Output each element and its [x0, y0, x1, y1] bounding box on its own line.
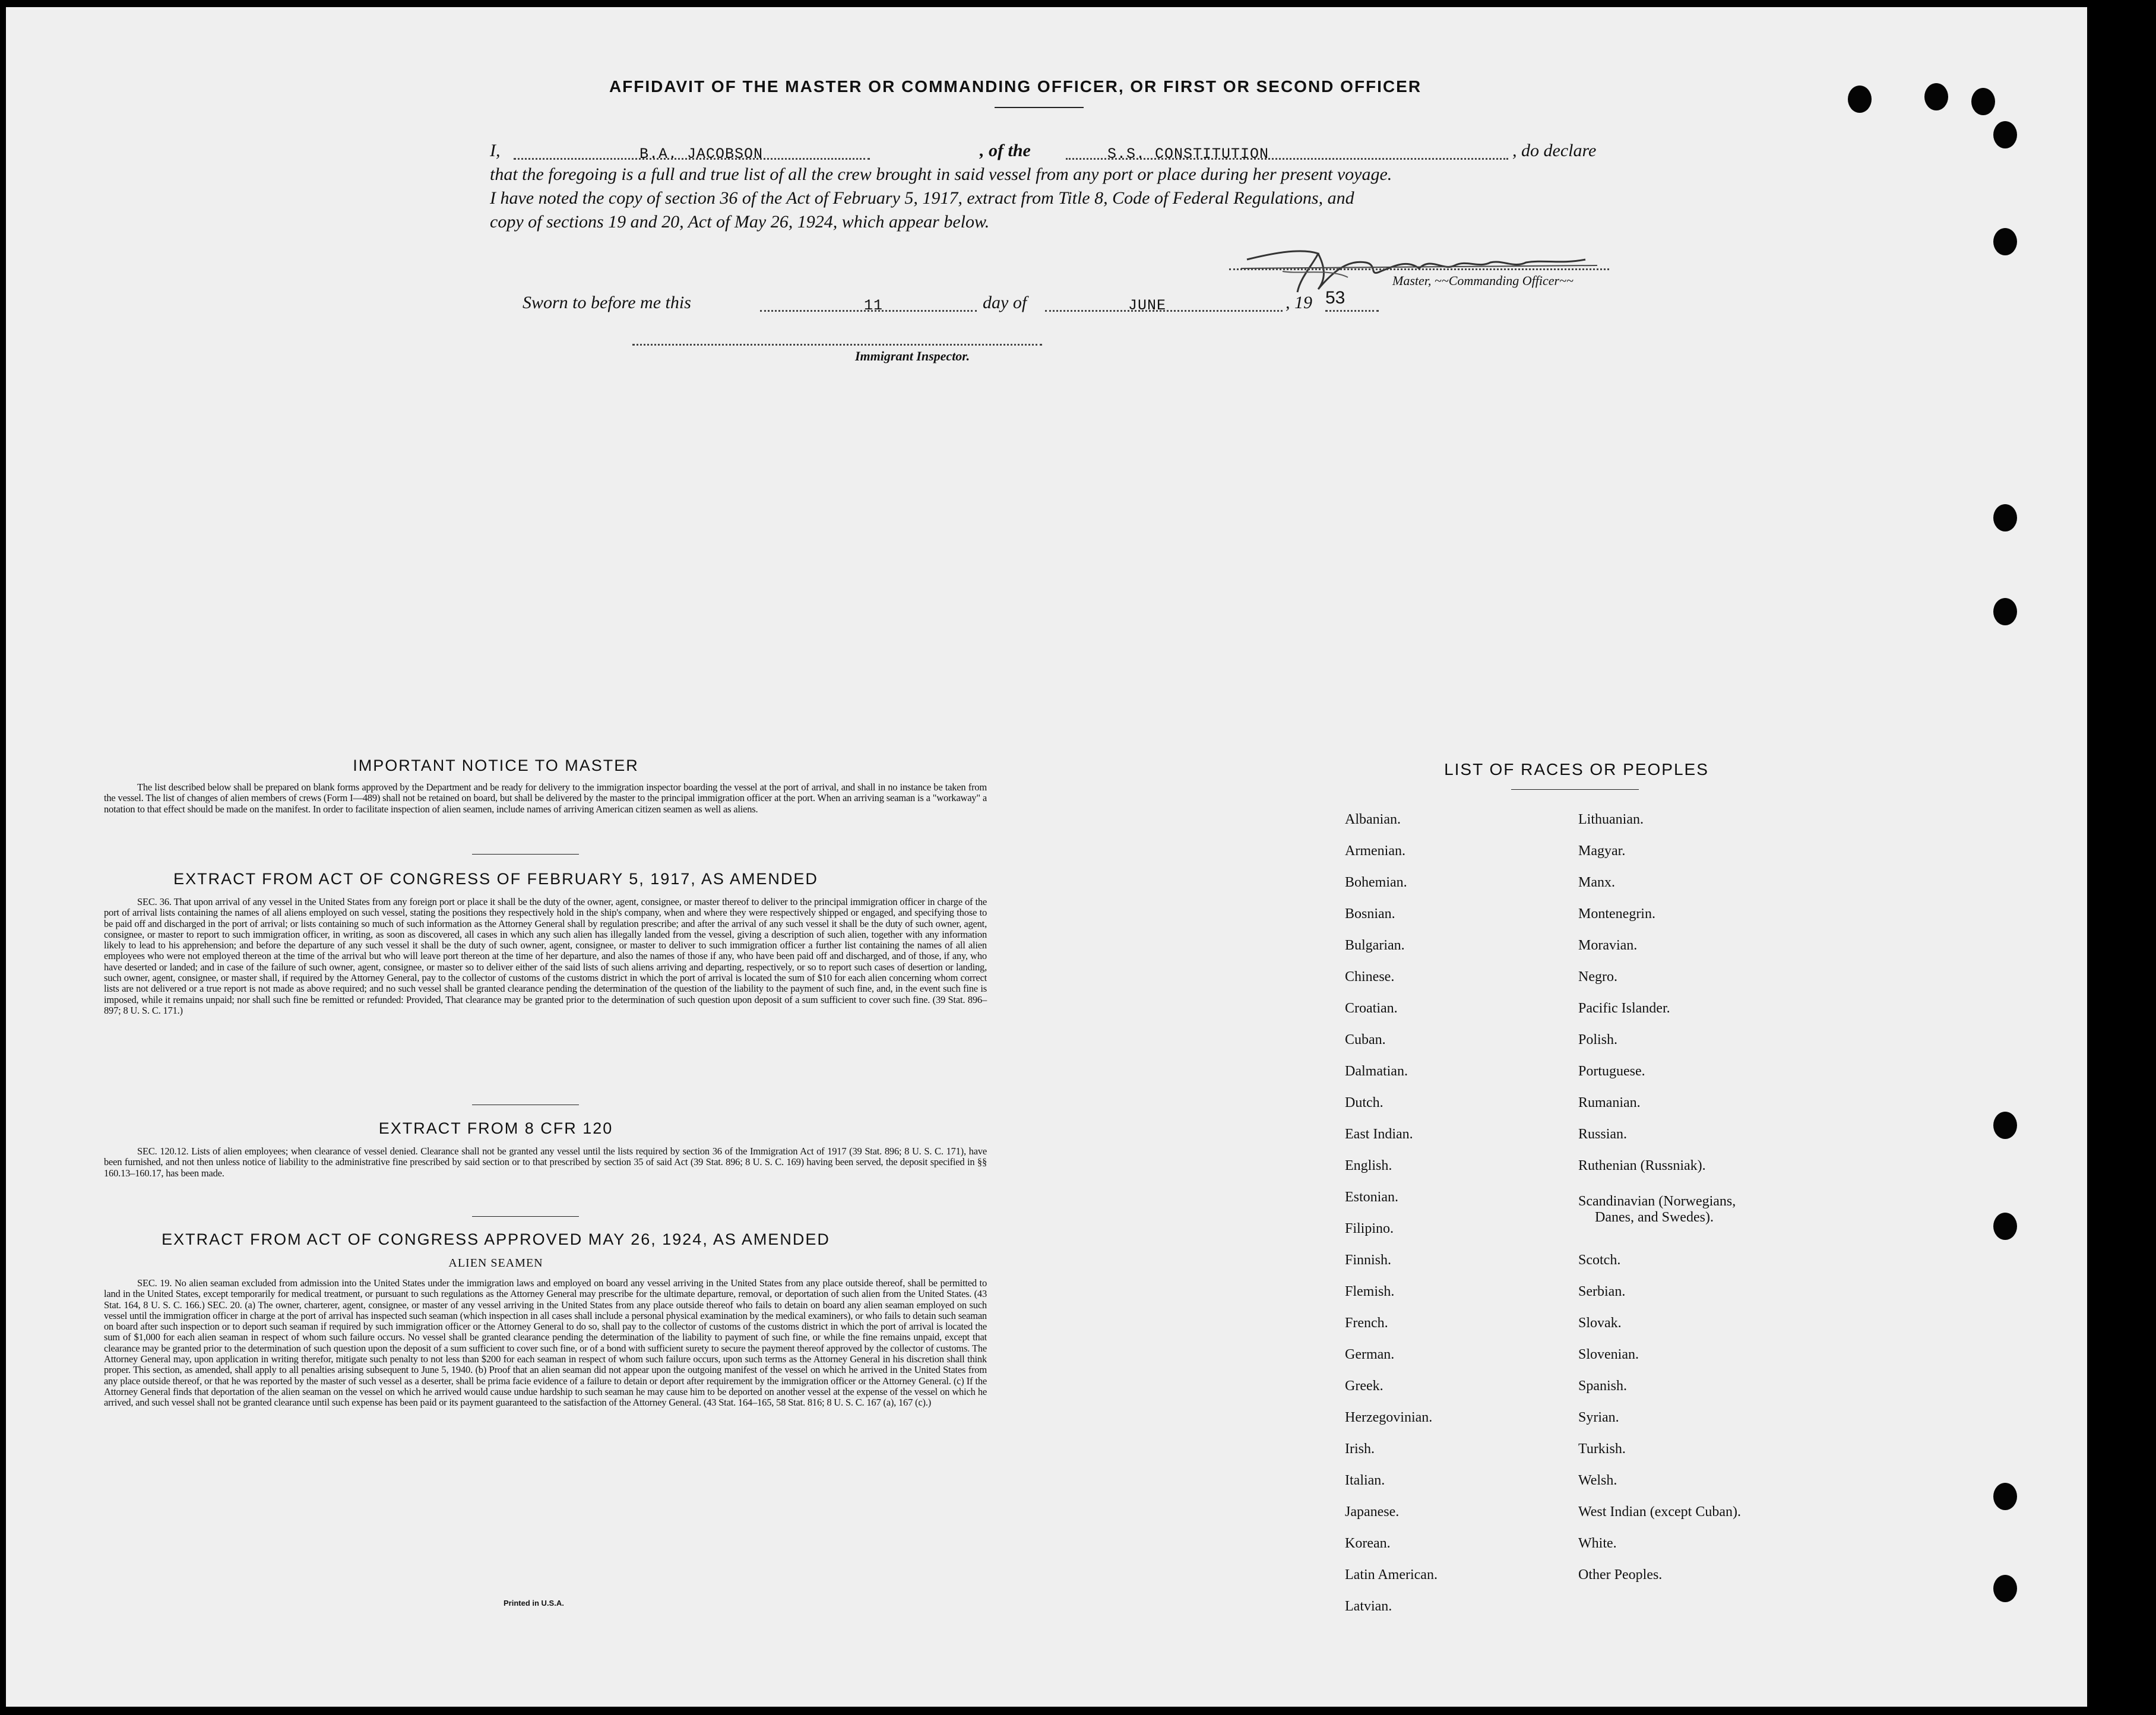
affidavit-line-3: I have noted the copy of section 36 of the Act of February 5, 1917, extract from Title 8, Code of Federal Regulations, and — [490, 188, 1354, 208]
sworn-year-prefix: , 19 — [1286, 293, 1312, 312]
race-item: French. — [1345, 1315, 1388, 1331]
race-list-title: LIST OF RACES OR PEOPLES — [1444, 760, 1709, 779]
sworn-day-of: day of — [983, 293, 1027, 312]
race-item: Korean. — [1345, 1536, 1391, 1551]
line1-do-declare: , do declare — [1512, 141, 1597, 160]
race-item: Slovak. — [1578, 1315, 1622, 1331]
race-item: Dutch. — [1345, 1095, 1383, 1110]
race-item: Herzegovinian. — [1345, 1410, 1433, 1425]
race-item: Spanish. — [1578, 1378, 1628, 1394]
race-list-rule — [1511, 789, 1639, 790]
affidavit-line-2: that the foregoing is a full and true list of all the crew brought in said vessel from any port or place during her present voyage. — [490, 164, 1392, 184]
race-item: Rumanian. — [1578, 1095, 1641, 1110]
race-item: Other Peoples. — [1578, 1567, 1663, 1583]
race-item: Ruthenian (Russniak). — [1578, 1158, 1706, 1173]
race-item: East Indian. — [1345, 1127, 1413, 1142]
punch-hole — [1993, 1575, 2017, 1602]
inspector-caption: Immigrant Inspector. — [855, 349, 970, 363]
race-item: Latin American. — [1345, 1567, 1438, 1583]
race-item: Magyar. — [1578, 843, 1626, 859]
punch-hole — [1993, 504, 2017, 531]
race-item: Filipino. — [1345, 1221, 1394, 1236]
race-item: Moravian. — [1578, 938, 1638, 953]
race-item: Latvian. — [1345, 1599, 1392, 1614]
race-item: West Indian (except Cuban). — [1578, 1504, 1741, 1520]
race-item: Croatian. — [1345, 1001, 1398, 1016]
race-item: Slovenian. — [1578, 1347, 1639, 1362]
form-sheet — [6, 7, 2087, 1707]
punch-hole — [1848, 86, 1872, 113]
race-item: Albanian. — [1345, 812, 1401, 827]
affidavit-line-4: copy of sections 19 and 20, Act of May 26, 1924, which appear below. — [490, 212, 990, 232]
title-rule — [995, 107, 1084, 108]
notice-body: The list described below shall be prepared on blank forms approved by the Department and be ready for delivery to the immigration inspector boarding the vessel at the port of arrival, and shall in no instance be taken from the vessel. The list of changes of alien members of crews (Form I—489) shall not be retained on board, but shall be delivered by the master to the principal immigration officer at the port. When an arriving seaman is a "workaway" a notation to that effect should be made on the manifest. In order to facilitate inspection of alien seamen, include names of arriving American citizen seamen as well as aliens. — [104, 781, 987, 815]
extract-cfr-title: EXTRACT FROM 8 CFR 120 — [378, 1119, 613, 1137]
race-item: Scandinavian (Norwegians, — [1578, 1194, 1736, 1209]
race-item: Italian. — [1345, 1473, 1385, 1488]
extract-1917-title: EXTRACT FROM ACT OF CONGRESS OF FEBRUARY 5, 1917, AS AMENDED — [173, 870, 818, 888]
race-item: White. — [1578, 1536, 1617, 1551]
punch-hole — [1993, 228, 2017, 255]
punch-hole — [1993, 1213, 2017, 1240]
race-item: Japanese. — [1345, 1504, 1400, 1520]
affidavit-title: AFFIDAVIT OF THE MASTER OR COMMANDING OFFICER, OR FIRST OR SECOND OFFICER — [609, 77, 1422, 96]
signature-caption: Master, ~~Commanding Officer~~ — [1392, 273, 1574, 288]
punch-hole — [1993, 1483, 2017, 1510]
race-item: Estonian. — [1345, 1189, 1398, 1205]
extract-1924-body: SEC. 19. No alien seaman excluded from admission into the United States under the immigration laws and employed on board any vessel arriving in the United States from any place outside thereof, shall be permitted to land in the United States, except temporarily for medical treatment, or pursuant to such regulations as the Attorney General may prescribe for the ultimate departure, removal, or deportation of such alien from the United States. (43 Stat. 164, 8 U. S. C. 166.) SEC. 20. (a) The owner, charterer, agent, consignee, or master of any vessel arriving in the United States from any place outside thereof who fails to detain on board any alien seaman employed on such vessel until the immigration officer in charge at the port of arrival has inspected such seaman (which inspection in all cases shall include a personal physical examination by the medical examiners), or who fails to detain such seaman on board after such inspection or to deport such seaman if required by such immigration officer or the Attorney General to do so, shall pay to the collector of customs of the customs district in which the port of arrival is located the sum of $1,000 for each alien seaman in respect of whom such failure occurs. No vessel shall be granted clearance pending the determination of the liability to payment of such fine, or while the fine remains unpaid, except that clearance may be granted prior to the determination of such question upon the deposit of a sum sufficient to cover such fine, or of a bond with sufficient surety to secure the payment thereof approved by the collector of customs. The Attorney General may, upon application in writing therefor, mitigate such penalty to not less than $200 for each seaman in respect of whom such failure occurs, upon such terms as the Attorney General in his discretion shall think proper. This section, as amended, shall apply to all penalties arising subsequent to June 5, 1940. (b) Proof that an alien seaman did not appear upon the outgoing manifest of the vessel on which he arrived in the United States from any place outside thereof, or that he was reported by the master of such vessel as a deserter, shall be prima facie evidence of a failure to detain or deport after requirement by the immigration officer or the Attorney General. (c) If the Attorney General finds that deportation of the alien seaman on the vessel on which he arrived would cause undue hardship to such seaman he may cause him to be deported on another vessel at the expense of the vessel on which he arrived, and such vessel shall not be granted clearance until such expense has been paid or its payment guaranteed to the satisfaction of the Attorney General. (43 Stat. 164–165, 58 Stat. 816; 8 U. S. C. 167 (a), 167 (c).) — [104, 1277, 987, 1409]
race-item: Manx. — [1578, 875, 1615, 890]
master-name-field: B.A. JACOBSON — [639, 145, 764, 163]
race-item: Syrian. — [1578, 1410, 1619, 1425]
sworn-year-handwritten: 53 — [1325, 288, 1345, 308]
race-item: Portuguese. — [1578, 1064, 1645, 1079]
race-item: Scotch. — [1578, 1252, 1621, 1268]
punch-hole — [1924, 83, 1948, 110]
inspector-signature-dots — [632, 344, 1042, 346]
race-item: Polish. — [1578, 1032, 1618, 1048]
race-item: Greek. — [1345, 1378, 1383, 1394]
race-item: Pacific Islander. — [1578, 1001, 1670, 1016]
race-item: English. — [1345, 1158, 1392, 1173]
race-list-left-column — [1345, 812, 1553, 1631]
extract-1917-body: SEC. 36. That upon arrival of any vessel in the United States from any foreign port or place it shall be the duty of the owner, agent, consignee, or master thereof to deliver to the principal immigration officer in charge of the port of arrival lists containing the names of all aliens employed on such vessel, stating the positions they respectively hold in the ship's company, when and where they were respectively shipped or engaged, and specifying those to be paid off and discharged in the port of arrival; or lists containing so much of such information as the Attorney General shall by regulation prescribe; and after the arrival of any such vessel it shall be the duty of such owner, agent, consignee, or master to report to such immigration officer, in writing, as soon as discovered, all cases in which any such alien has illegally landed from the vessel, giving a description of such alien, together with any information likely to lead to his apprehension; and before the departure of any such vessel it shall be the duty of such owner, agent, consignee, or master to deliver to such immigration officer a further list containing the names of all alien employees who were not employed thereon at the time of the arrival but who will leave port thereon at the time of her departure, and also the names of those if any, who have been paid off and discharged, and of those, if any, who have deserted or landed; and in case of the failure of such owner, agent, consignee, or master so to deliver either of the said lists of such aliens arriving and departing, respectively, or so to report such cases of desertion or landing, such owner, agent, consignee, or master shall, if required by the Attorney General, pay to the collector of customs of the customs district in which the port of arrival is located the sum of $10 for each alien concerning whom correct lists are not delivered or a true report is not made as above required; and no such vessel shall be granted clearance pending the determination of the question of the liability to the payment of such fine, and, in the event such fine is imposed, while it remains unpaid; nor shall such fine be remitted or refunded: Provided, That clearance may be granted prior to the determination of such question upon deposit of a sum sufficient to cover such fine. (39 Stat. 896–897; 8 U. S. C. 171.) — [104, 896, 987, 1016]
race-item: Cuban. — [1345, 1032, 1386, 1048]
punch-hole — [1971, 88, 1995, 115]
race-item: Bohemian. — [1345, 875, 1407, 890]
race-item: German. — [1345, 1347, 1395, 1362]
race-item: Bulgarian. — [1345, 938, 1405, 953]
punch-hole — [1993, 598, 2017, 625]
race-item: Serbian. — [1578, 1284, 1626, 1299]
race-item: Welsh. — [1578, 1473, 1617, 1488]
printed-in-usa: Printed in U.S.A. — [504, 1599, 564, 1608]
line1-i: I, — [490, 141, 501, 160]
race-item: Lithuanian. — [1578, 812, 1644, 827]
race-item-continued: Danes, and Swedes). — [1595, 1210, 1714, 1225]
punch-hole — [1993, 121, 2017, 148]
notice-rule — [472, 854, 579, 855]
sworn-prefix: Sworn to before me this — [523, 293, 691, 312]
race-item: Montenegrin. — [1578, 906, 1655, 922]
sworn-month-field: JUNE — [1128, 297, 1167, 314]
race-item: Negro. — [1578, 969, 1617, 985]
sworn-day-field: 11 — [864, 297, 884, 314]
line1-of-the: , of the — [980, 141, 1031, 160]
vessel-name-field: S.S. CONSTITUTION — [1107, 145, 1269, 163]
race-item: Flemish. — [1345, 1284, 1395, 1299]
extract-1924-subtitle: ALIEN SEAMEN — [448, 1257, 543, 1270]
race-list-right-column — [1578, 812, 1887, 1602]
race-item: Dalmatian. — [1345, 1064, 1408, 1079]
race-item: Chinese. — [1345, 969, 1395, 985]
race-item: Russian. — [1578, 1127, 1628, 1142]
race-item: Bosnian. — [1345, 906, 1395, 922]
race-item: Armenian. — [1345, 843, 1405, 859]
race-item: Irish. — [1345, 1441, 1375, 1457]
punch-hole — [1993, 1112, 2017, 1139]
race-item: Finnish. — [1345, 1252, 1392, 1268]
extract-1924-title: EXTRACT FROM ACT OF CONGRESS APPROVED MAY 26, 1924, AS AMENDED — [162, 1230, 830, 1248]
notice-title: IMPORTANT NOTICE TO MASTER — [353, 757, 639, 774]
year-dots — [1325, 310, 1379, 312]
race-item: Turkish. — [1578, 1441, 1626, 1457]
extract-cfr-body: SEC. 120.12. Lists of alien employees; when clearance of vessel denied. Clearance shall not be granted any vessel until the lists required by section 36 of the Immigration Act of 1917 (39 Stat. 896; 8 U. S. C. 171), have been furnished, and not then unless notice of liability to the administrative fine prescribed by said section or to that prescribed by section 35 of said Act (39 Stat. 896; 8 U. S. C. 169) having been served, the deposit specified in §§ 160.13–160.17, has been made. — [104, 1146, 987, 1179]
extract-cfr-rule — [472, 1216, 579, 1217]
signature-dots — [1229, 268, 1609, 270]
